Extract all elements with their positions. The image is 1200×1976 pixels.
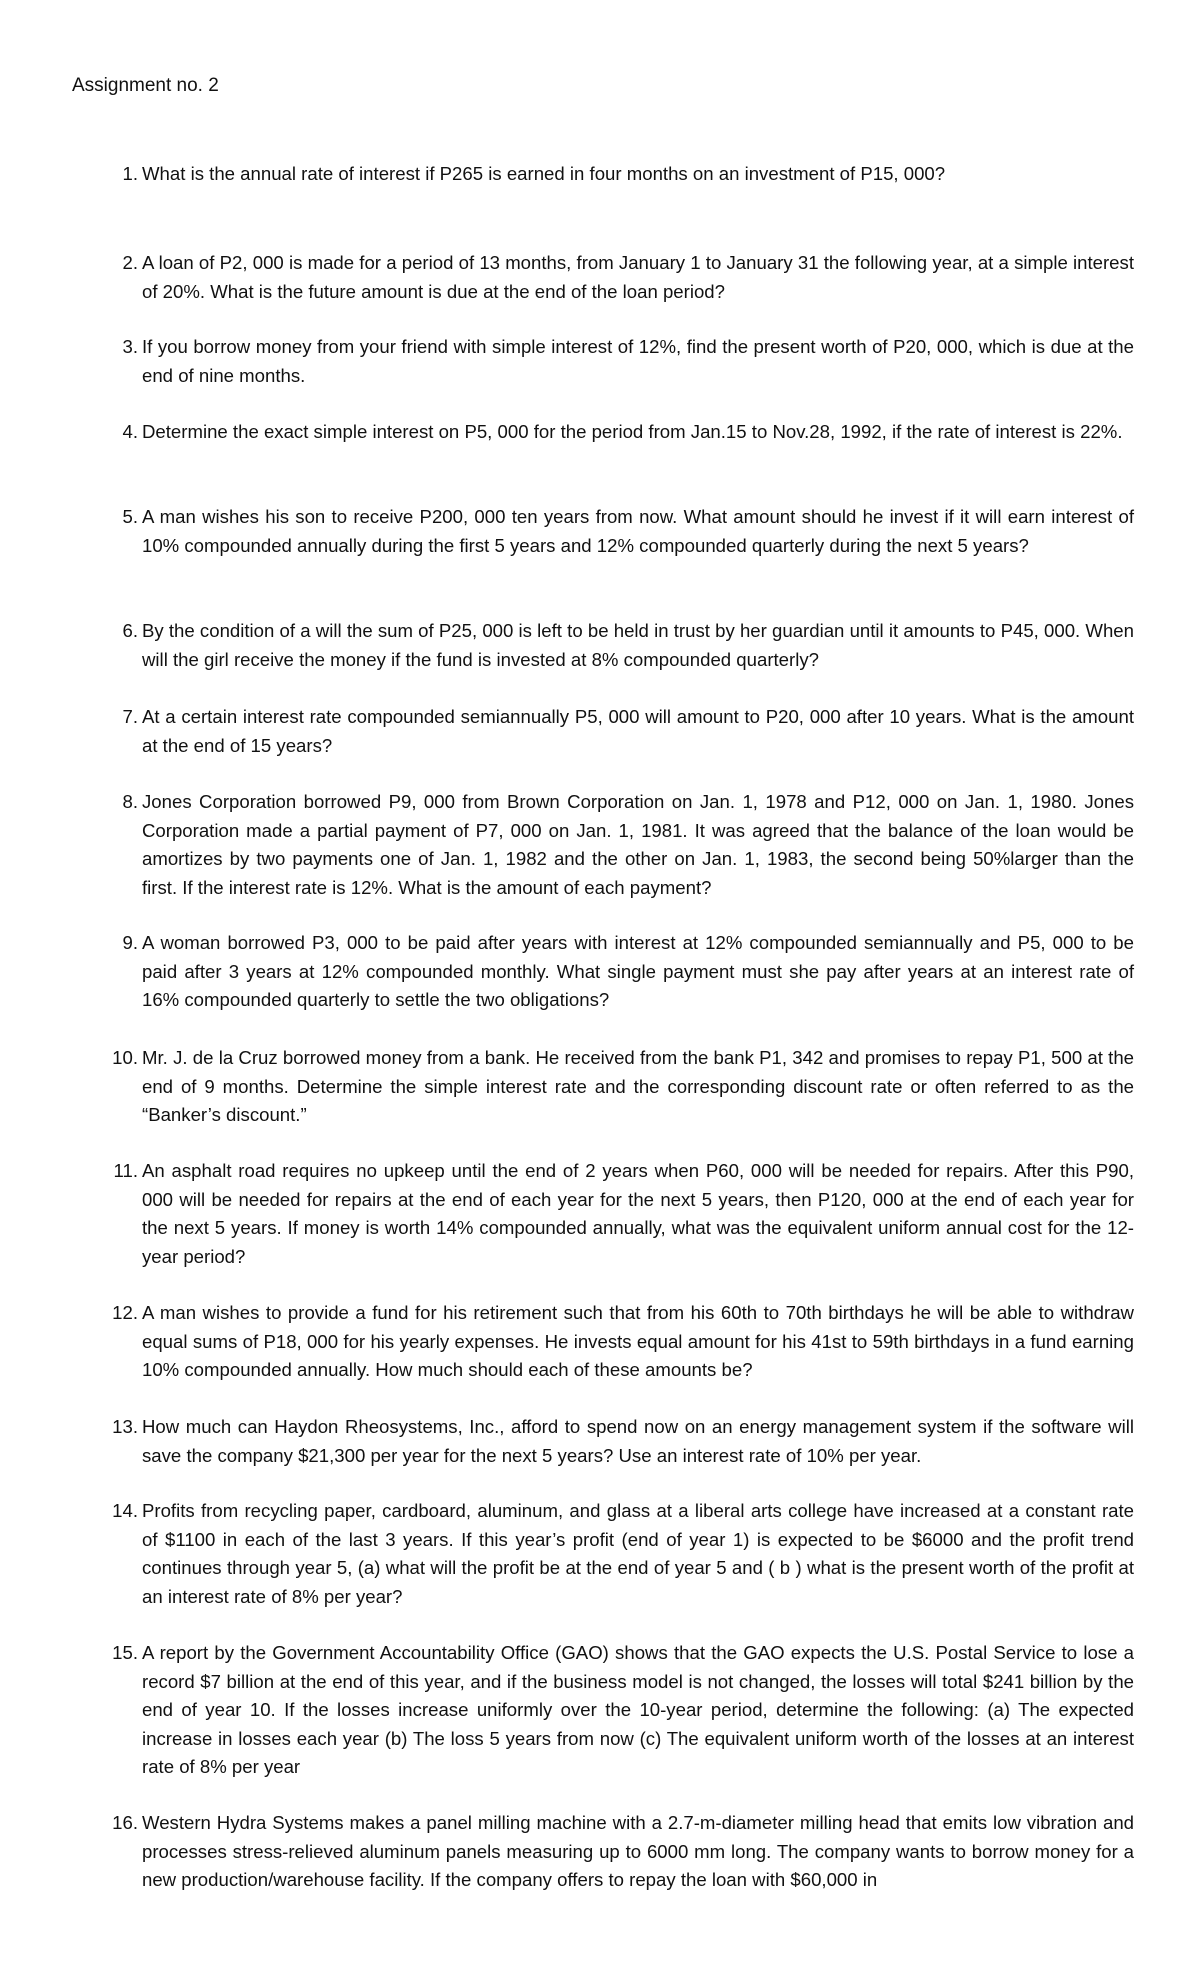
question-item	[108, 503, 1134, 560]
question-number: 6.	[122, 620, 138, 641]
question-item	[108, 1413, 1134, 1470]
question-number: 2.	[122, 252, 138, 273]
question-text: How much can Haydon Rheosystems, Inc., afford to spend now on an energy management system if the software will save the company $21,300 per year for the next 5 years? Use an interest rate of 10% per year.	[142, 1416, 1134, 1466]
question-text: If you borrow money from your friend with simple interest of 12%, find the present worth of P20, 000, which is due at the end of nine months.	[142, 336, 1134, 386]
question-item	[108, 788, 1134, 902]
question-text: At a certain interest rate compounded semiannually P5, 000 will amount to P20, 000 after 10 years. What is the amount at the end of 15 years?	[142, 706, 1134, 756]
question-text: What is the annual rate of interest if P265 is earned in four months on an investment of P15, 000?	[142, 163, 946, 184]
question-number: 5.	[122, 506, 138, 527]
question-text: A man wishes his son to receive P200, 000 ten years from now. What amount should he invest if it will earn interest of 10% compounded annually during the first 5 years and 12% compounded quarterly during the next 5 years?	[142, 506, 1134, 556]
question-text: Jones Corporation borrowed P9, 000 from Brown Corporation on Jan. 1, 1978 and P12, 000 on Jan. 1, 1980. Jones Corporation made a partial payment of P7, 000 on Jan. 1, 1981. It was agreed that the balance of the loan would be amortizes by two payments one of Jan. 1, 1982 and the other on Jan. 1, 1983, the second being 50%larger than the first. If the interest rate is 12%. What is the amount of each payment?	[142, 791, 1134, 898]
question-item	[108, 929, 1134, 1015]
question-text: A report by the Government Accountability Office (GAO) shows that the GAO expects the U.S. Postal Service to lose a record $7 billion at the end of this year, and if the business model is not changed, the losses will total $241 billion by the end of year 10. If the losses increase uniformly over the 10-year period, determine the following: (a) The expected increase in losses each year (b) The loss 5 years from now (c) The equivalent uniform worth of the losses at an interest rate of 8% per year	[142, 1642, 1134, 1777]
question-number: 3.	[122, 336, 138, 357]
question-item	[108, 1044, 1134, 1130]
question-item	[108, 703, 1134, 760]
question-number: 15.	[112, 1642, 138, 1663]
question-number: 12.	[112, 1302, 138, 1323]
question-text: A woman borrowed P3, 000 to be paid after years with interest at 12% compounded semiannually and P5, 000 to be paid after 3 years at 12% compounded monthly. What single payment must she pay after years at an interest rate of 16% compounded quarterly to settle the two obligations?	[142, 932, 1134, 1010]
question-text: Profits from recycling paper, cardboard, aluminum, and glass at a liberal arts college have increased at a constant rate of $1100 in each of the last 3 years. If this year’s profit (end of year 1) is expected to be $6000 and the profit trend continues through year 5, (a) what will the profit be at the end of year 5 and ( b ) what is the present worth of the profit at an interest rate of 8% per year?	[142, 1500, 1134, 1607]
question-item	[108, 1157, 1134, 1271]
question-number: 8.	[122, 791, 138, 812]
question-text: Determine the exact simple interest on P5, 000 for the period from Jan.15 to Nov.28, 1992, if the rate of interest is 22%.	[142, 421, 1123, 442]
question-number: 1.	[122, 163, 138, 184]
question-item	[108, 1497, 1134, 1611]
question-number: 4.	[122, 421, 138, 442]
question-number: 9.	[122, 932, 138, 953]
question-item	[108, 617, 1134, 674]
question-number: 10.	[112, 1047, 138, 1068]
question-text: A man wishes to provide a fund for his retirement such that from his 60th to 70th birthdays he will be able to withdraw equal sums of P18, 000 for his yearly expenses. He invests equal amount for his 41st to 59th birthdays in a fund earning 10% compounded annually. How much should each of these amounts be?	[142, 1302, 1134, 1380]
question-number: 7.	[122, 706, 138, 727]
question-text: Western Hydra Systems makes a panel milling machine with a 2.7-m-diameter milling head that emits low vibration and processes stress-relieved aluminum panels measuring up to 6000 mm long. The company wants to borrow money for a new production/warehouse facility. If the company offers to repay the loan with $60,000 in	[142, 1812, 1134, 1890]
question-item	[108, 1809, 1134, 1895]
question-item	[108, 333, 1134, 390]
question-text: An asphalt road requires no upkeep until the end of 2 years when P60, 000 will be needed for repairs. After this P90, 000 will be needed for repairs at the end of each year for the next 5 years, then P120, 000 at the end of each year for the next 5 years. If money is worth 14% compounded annually, what was the equivalent uniform annual cost for the 12-year period?	[142, 1160, 1134, 1267]
question-number: 13.	[112, 1416, 138, 1437]
question-number: 14.	[112, 1500, 138, 1521]
question-text: By the condition of a will the sum of P25, 000 is left to be held in trust by her guardian until it amounts to P45, 000. When will the girl receive the money if the fund is invested at 8% compounded quarterly?	[142, 620, 1134, 670]
question-text: Mr. J. de la Cruz borrowed money from a bank. He received from the bank P1, 342 and promises to repay P1, 500 at the end of 9 months. Determine the simple interest rate and the corresponding discount rate or often referred to as the “Banker’s discount.”	[142, 1047, 1134, 1125]
question-text: A loan of P2, 000 is made for a period of 13 months, from January 1 to January 31 the following year, at a simple interest of 20%. What is the future amount is due at the end of the loan period?	[142, 252, 1134, 302]
question-item	[108, 249, 1134, 306]
question-number: 11.	[113, 1160, 138, 1181]
question-item	[108, 1639, 1134, 1782]
page-title: Assignment no. 2	[72, 75, 219, 96]
question-number: 16.	[112, 1812, 138, 1833]
question-item	[108, 1299, 1134, 1385]
question-item	[108, 160, 1134, 189]
question-item	[108, 418, 1134, 447]
